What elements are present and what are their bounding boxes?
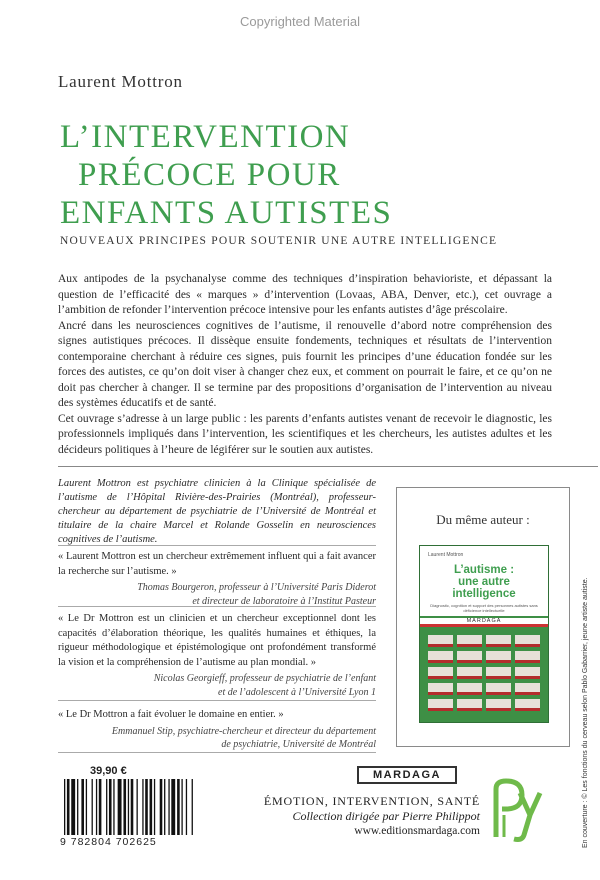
related-book-author: Laurent Mottron [428,552,464,558]
barcode-image [62,779,238,835]
quote-source-line: Nicolas Georgieff, professeur de psychiatrie de l’enfant [153,673,376,684]
related-book-title [428,564,540,600]
quote-source [58,672,376,699]
same-author-heading: Du même auteur : [436,512,530,527]
cover-credit: En couverture : © Les fonctions du cerveau selon Pablo Gabarrier, jeune artiste autiste. [582,577,589,848]
book-subtitle: NOUVEAUX PRINCIPES POUR SOUTENIR UNE AUTRE INTELLIGENCE [60,235,498,247]
related-book-cover [419,545,549,723]
collection-series: ÉMOTION, INTERVENTION, SANTÉ [263,794,480,808]
bottom-divider [58,752,376,753]
collection-info [240,794,480,839]
quote-divider [58,606,376,607]
collection-logo-icon [482,775,562,845]
quote-text: « Le Dr Mottron a fait évoluer le domaine en entier. » [58,709,284,720]
section-divider [58,466,598,467]
quote-divider [58,545,376,546]
related-book-illustration [420,627,548,719]
related-book-title-line: L’autisme : [453,564,515,576]
related-book-cover-top [420,546,548,616]
quote-source-line: de psychiatrie, Université de Montréal [221,739,376,750]
title-line-1: L’INTERVENTION [60,119,351,155]
copyright-watermark: Copyrighted Material [240,14,360,29]
same-author-box [396,487,570,747]
quote-text: « Laurent Mottron est un chercheur extrêmement influent qui a fait avancer la recherche sur l’autisme. » [58,551,376,577]
endorsement-quote-1 [58,550,376,608]
endorsement-quote-3 [58,708,376,752]
author-name: Laurent Mottron [58,72,183,91]
related-book-publisher: MARDAGA [420,618,548,624]
blurb-paragraph-1: Aux antipodes de la psychanalyse comme des techniques d’inspiration behavioriste, et dépassant la question de l’efficacité des « marques » d’intervention (Lovaas, ABA, Denver, etc.), cet ouvrage a l’ambition de refonder l’intervention précoce intensive pour les enfants autistes d’âge préscolaire. [58,273,552,316]
blurb-paragraph-2: Ancré dans les neurosciences cognitives de l’autisme, il renouvelle d’abord notre compréhension des signes autistiques précoces. Il dissèque ensuite fondements, techniques et résultats de l’intervention contemporaine cherchant à réduire ces signes, puis fournit les principes d’une éducation fondée sur les forces des autistes, ce qu’on doit viser à changer chez eux, et comment on pourrait le faire, et ce qu’on ne doit pas chercher à changer. Il se termine par des propositions d’organisation de l’intervention au niveau des systèmes éducatifs et de santé. [58,319,552,409]
collection-director: Collection dirigée par Pierre Philippot [292,809,480,823]
quote-source-line: et de l’adolescent à l’Université Lyon 1 [218,686,376,698]
author-bio: Laurent Mottron est psychiatre clinicien à la Clinique spécialisée de l’autisme de l’Hôpital Rivière-des-Prairies (Montréal), professeur-chercheur au département de psychiatrie de l’Université de Montréal et titulaire de la chaire Marcel et Rolande Gosselin en neurosciences cognitives de l’autisme. [58,478,376,545]
quote-divider [58,700,376,701]
quote-source [58,725,376,752]
endorsement-quote-2 [58,612,376,699]
related-book-title-line: une autre intelligence [452,576,516,600]
blurb-paragraph-3: Cet ouvrage s’adresse à un large public : les parents d’enfants autistes venant de recevoir le diagnostic, les professionnels impliqués dans l’intervention, les scientifiques et les chercheurs, les autistes adultes et les décideurs politiques à l’heure de légiférer sur le soutien aux autistes. [58,412,552,456]
publisher-logo: MARDAGA [357,766,457,784]
quote-source [58,581,376,608]
quote-source-line: et directeur de laboratoire à l’Institut Pasteur [192,595,376,607]
title-line-2: PRÉCOCE POUR [78,157,341,193]
book-title [60,118,392,232]
related-book-subtitle: Diagnostic, cognition et support des personnes autistes sans déficience intellectuelle [430,603,538,613]
price-label: 39,90 € [90,765,127,777]
quote-text: « Le Dr Mottron est un clinicien et un chercheur exceptionnel dont les capacités d’élaboration théorique, les qualités humaines et éthiques, la rigueur méthodologique et épistémologique ont profondément transformé la vision et la compréhension de l’autisme au plan mondial. » [58,613,376,668]
publisher-website: www.editionsmardaga.com [354,825,480,837]
back-cover-blurb [58,272,552,458]
quote-source-line: Thomas Bourgeron, professeur à l’Université Paris Diderot [137,582,376,593]
quote-source-line: Emmanuel Stip, psychiatre-chercheur et directeur du département [111,725,376,737]
title-line-3: ENFANTS AUTISTES [60,195,393,231]
isbn-number: 9 782804 702625 [60,836,157,848]
